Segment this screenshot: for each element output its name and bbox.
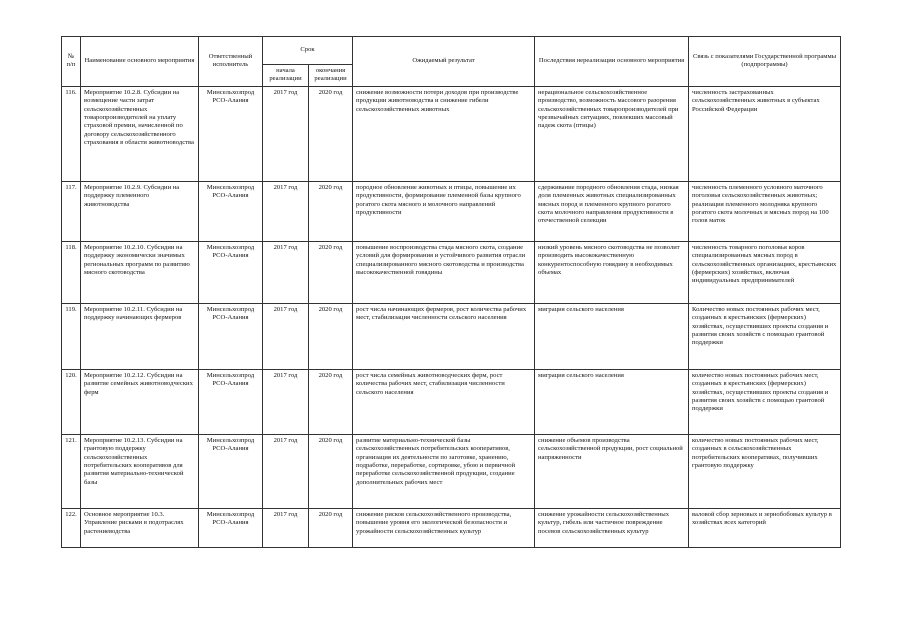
header-start: начала реализации — [263, 65, 309, 87]
end-year: 2020 год — [309, 181, 353, 241]
header-consequences: Последствия нереализации основного мероприятия — [535, 37, 689, 87]
program-link: численность застрахованных сельскохозяйственных животных в субъектах Российской Федерации — [689, 86, 841, 181]
program-link: численность племенного условного маточного поголовья сельскохозяйственных животных; реализация племенного молодняка крупного рогатого скота молочных и мясных пород на 100 голов маток — [689, 181, 841, 241]
header-end: окончания реализации — [309, 65, 353, 87]
measure-name: Основное мероприятие 10.3. Управление рисками в подотраслях растениеводства — [81, 508, 199, 547]
header-name: Наименование основного мероприятия — [81, 37, 199, 87]
expected-result: породное обновление животных и птицы, повышение их продуктивности, формирование племенной базы крупного рогатого скота мясного и молочного направлений продуктивности — [353, 181, 535, 241]
executor: Минсельхозпрод РСО-Алания — [199, 241, 263, 303]
end-year: 2020 год — [309, 241, 353, 303]
consequences: снижение урожайности сельскохозяйственных культур, гибель или частичное повреждение посевов сельскохозяйственных культур — [535, 508, 689, 547]
measure-name: Мероприятие 10.2.10. Субсидии на поддержку экономически значимых региональных программ по развитию мясного скотоводства — [81, 241, 199, 303]
program-link: количество новых постоянных рабочих мест, созданных в крестьянских (фермерских) хозяйствах, осуществивших проекты создания и развития своих хозяйств с помощью грантовой поддержки — [689, 369, 841, 434]
program-link: Количество новых постоянных рабочих мест, созданных в крестьянских (фермерских) хозяйствах, осуществивших проекты создания и развития своих хозяйств с помощью грантовой поддержки — [689, 303, 841, 369]
header-link: Связь с показателями Государственной программы (подпрограммы) — [689, 37, 841, 87]
start-year: 2017 год — [263, 369, 309, 434]
expected-result: снижение рисков сельскохозяйственного производства, повышение уровня его экологической безопасности и урожайности сельскохозяйственных культур — [353, 508, 535, 547]
measure-name: Мероприятие 10.2.8. Субсидии на возмещение части затрат сельскохозяйственных товаропроизводителей на уплату страховой премии, начисленной по договору сельскохозяйственного страхования в области животноводства — [81, 86, 199, 181]
start-year: 2017 год — [263, 241, 309, 303]
table-row — [62, 434, 841, 508]
row-number: 118. — [62, 241, 81, 303]
table-row — [62, 241, 841, 303]
consequences: низкий уровень мясного скотоводства не позволит производить высококачественную конкурентоспособную говядину в необходимых объемах — [535, 241, 689, 303]
measures-table — [61, 36, 841, 548]
executor: Минсельхозпрод РСО-Алания — [199, 369, 263, 434]
consequences: сдерживание породного обновления стада, низкая доля племенных животных специализированных мясных пород и племенного крупного рогатого скота молочного направления продуктивности в отечественной селекции — [535, 181, 689, 241]
expected-result: рост числа семейных животноводческих ферм, рост количества рабочих мест, стабилизация численности сельского населения — [353, 369, 535, 434]
end-year: 2020 год — [309, 508, 353, 547]
start-year: 2017 год — [263, 303, 309, 369]
row-number: 122. — [62, 508, 81, 547]
consequences: миграция сельского населения — [535, 303, 689, 369]
row-number: 120. — [62, 369, 81, 434]
header-executor: Ответственный исполнитель — [199, 37, 263, 87]
start-year: 2017 год — [263, 508, 309, 547]
consequences: снижение объемов производства сельскохозяйственной продукции, рост социальной напряженности — [535, 434, 689, 508]
header-num: № п/п — [62, 37, 81, 87]
header-term: Срок — [263, 37, 353, 65]
row-number: 117. — [62, 181, 81, 241]
expected-result: развитие материально-технической базы сельскохозяйственных потребительских кооперативов, организация их деятельности по заготовке, хранению, подработке, переработке, сортировке, убою и первичной переработке сельскохозяйственной продукции, создание дополнительных рабочих мест — [353, 434, 535, 508]
table-row — [62, 303, 841, 369]
measure-name: Мероприятие 10.2.12. Субсидии на развитие семейных животноводческих ферм — [81, 369, 199, 434]
end-year: 2020 год — [309, 86, 353, 181]
consequences: нерациональное сельскохозяйственное производство, возможность массового разорения сельскохозяйственных товаропроизводителей при чрезвычайных ситуациях, повлекших массовый падеж скота (птицы) — [535, 86, 689, 181]
table-row — [62, 181, 841, 241]
measure-name: Мероприятие 10.2.13. Субсидии на грантовую поддержку сельскохозяйственных потребительских кооперативов для развития материально-технической базы — [81, 434, 199, 508]
consequences: миграция сельского населения — [535, 369, 689, 434]
start-year: 2017 год — [263, 181, 309, 241]
table-row — [62, 508, 841, 547]
measure-name: Мероприятие 10.2.11. Субсидии на поддержку начинающих фермеров — [81, 303, 199, 369]
program-link: валовой сбор зерновых и зернобобовых культур в хозяйствах всех категорий — [689, 508, 841, 547]
executor: Минсельхозпрод РСО-Алания — [199, 508, 263, 547]
executor: Минсельхозпрод РСО-Алания — [199, 303, 263, 369]
program-link: численность товарного поголовья коров специализированных мясных пород в сельскохозяйственных организациях, крестьянских (фермерских) хозяйствах, включая индивидуальных предпринимателей — [689, 241, 841, 303]
header-result: Ожидаемый результат — [353, 37, 535, 87]
expected-result: снижение возможности потери доходов при производстве продукции животноводства и снижение гибели сельскохозяйственных животных — [353, 86, 535, 181]
end-year: 2020 год — [309, 303, 353, 369]
start-year: 2017 год — [263, 86, 309, 181]
row-number: 121. — [62, 434, 81, 508]
executor: Минсельхозпрод РСО-Алания — [199, 86, 263, 181]
measure-name: Мероприятие 10.2.9. Субсидии на поддержку племенного животноводства — [81, 181, 199, 241]
program-link: количество новых постоянных рабочих мест, созданных в сельскохозяйственных потребительских кооперативах, получивших грантовую поддержку — [689, 434, 841, 508]
row-number: 116. — [62, 86, 81, 181]
end-year: 2020 год — [309, 434, 353, 508]
table-row — [62, 369, 841, 434]
expected-result: повышение воспроизводства стада мясного скота, создание условий для формирования и устойчивого развития отрасли специализированного мясного скотоводства и производства высококачественной говядины — [353, 241, 535, 303]
start-year: 2017 год — [263, 434, 309, 508]
end-year: 2020 год — [309, 369, 353, 434]
executor: Минсельхозпрод РСО-Алания — [199, 181, 263, 241]
executor: Минсельхозпрод РСО-Алания — [199, 434, 263, 508]
table-row — [62, 86, 841, 181]
row-number: 119. — [62, 303, 81, 369]
expected-result: рост числа начинающих фермеров, рост количества рабочих мест, стабилизация численности сельского населения — [353, 303, 535, 369]
